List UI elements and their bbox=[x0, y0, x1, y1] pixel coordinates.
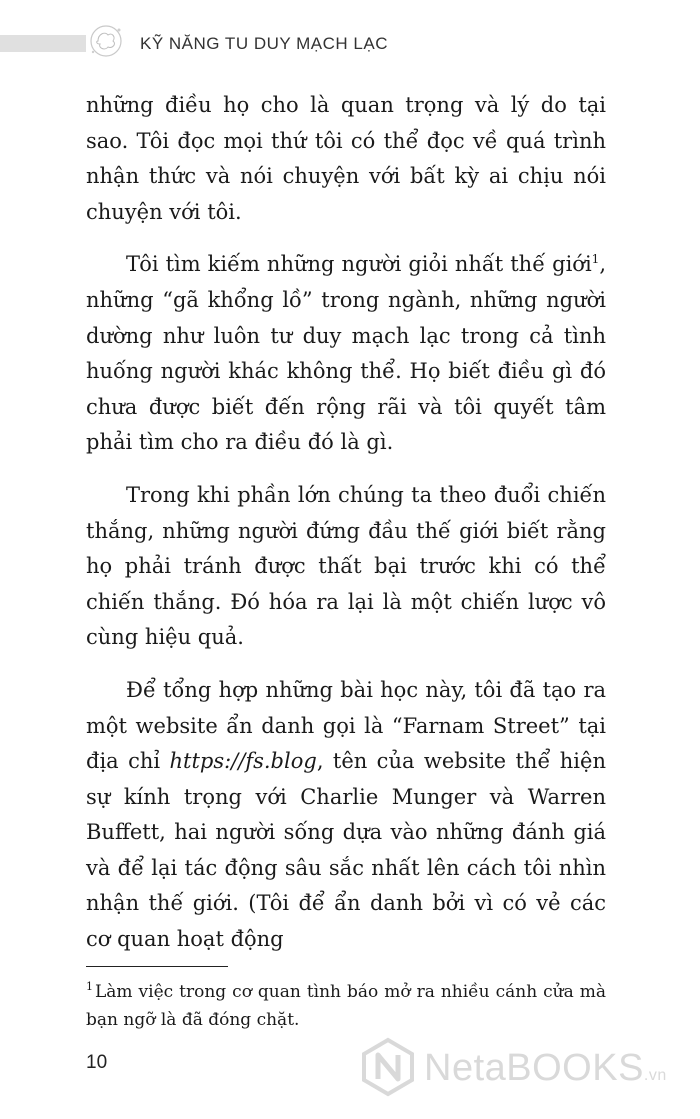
paragraph-4-text-a: Để tổng hợp những bài học này, tôi đã tạo ra một website ẩn danh gọi là “Farnam Street” tại địa chỉ bbox=[86, 677, 606, 774]
neta-logo-icon bbox=[358, 1037, 418, 1097]
netabooks-watermark bbox=[358, 1037, 688, 1097]
paragraph-4-text-b: , tên của website thể hiện sự kính trọng với Charlie Munger và Warren Buffett, hai người sống dựa vào những đánh giá và để lại tác động sâu sắc nhất lên cách tôi nhìn nhận thế giới. (Tôi để ẩn danh bởi vì có vẻ các cơ quan hoạt động bbox=[86, 749, 606, 952]
paragraph-2-text-a: Tôi tìm kiếm những người giỏi nhất thế giới bbox=[126, 252, 592, 277]
watermark-brand: NetaBOOKS bbox=[424, 1047, 644, 1089]
paragraph-3: Trong khi phần lớn chúng ta theo đuổi chiến thắng, những người đứng đầu thế giới biết rằng họ phải tránh được thất bại trước khi có thể chiến thắng. Đó hóa ra lại là một chiến lược vô cùng hiệu quả. bbox=[86, 482, 606, 650]
footnote-text: Làm việc trong cơ quan tình báo mở ra nhiều cánh cửa mà bạn ngỡ là đã đóng chặt. bbox=[86, 982, 606, 1030]
paragraph-4 bbox=[86, 673, 606, 958]
paragraph-2-text-b: , những “gã khổng lồ” trong ngành, những người dường như luôn tư duy mạch lạc trong cả tình huống người khác không thể. Họ biết điều gì đó chưa được biết đến rộng rãi và tôi quyết tâm phải tìm cho ra điều đó là gì. bbox=[86, 252, 606, 455]
paragraph-2 bbox=[86, 247, 606, 461]
footnote-marker: 1 bbox=[86, 980, 93, 994]
running-header-title: KỸ NĂNG TU DUY MẠCH LẠC bbox=[140, 34, 388, 53]
body-text bbox=[86, 88, 606, 975]
watermark-suffix: .vn bbox=[643, 1067, 667, 1084]
footnote-divider bbox=[86, 966, 228, 967]
page-number: 10 bbox=[86, 1052, 108, 1073]
website-url: https://fs.blog bbox=[169, 749, 317, 774]
watermark-text bbox=[424, 1047, 667, 1090]
brain-logo-icon bbox=[86, 21, 126, 61]
paragraph-1: những điều họ cho là quan trọng và lý do tại sao. Tôi đọc mọi thứ tôi có thể đọc về quá trình nhận thức và nói chuyện với bất kỳ ai chịu nói chuyện với tôi. bbox=[86, 93, 606, 224]
footnote-reference[interactable]: 1 bbox=[591, 252, 600, 267]
footnote bbox=[86, 978, 606, 1034]
header-band bbox=[0, 35, 86, 52]
